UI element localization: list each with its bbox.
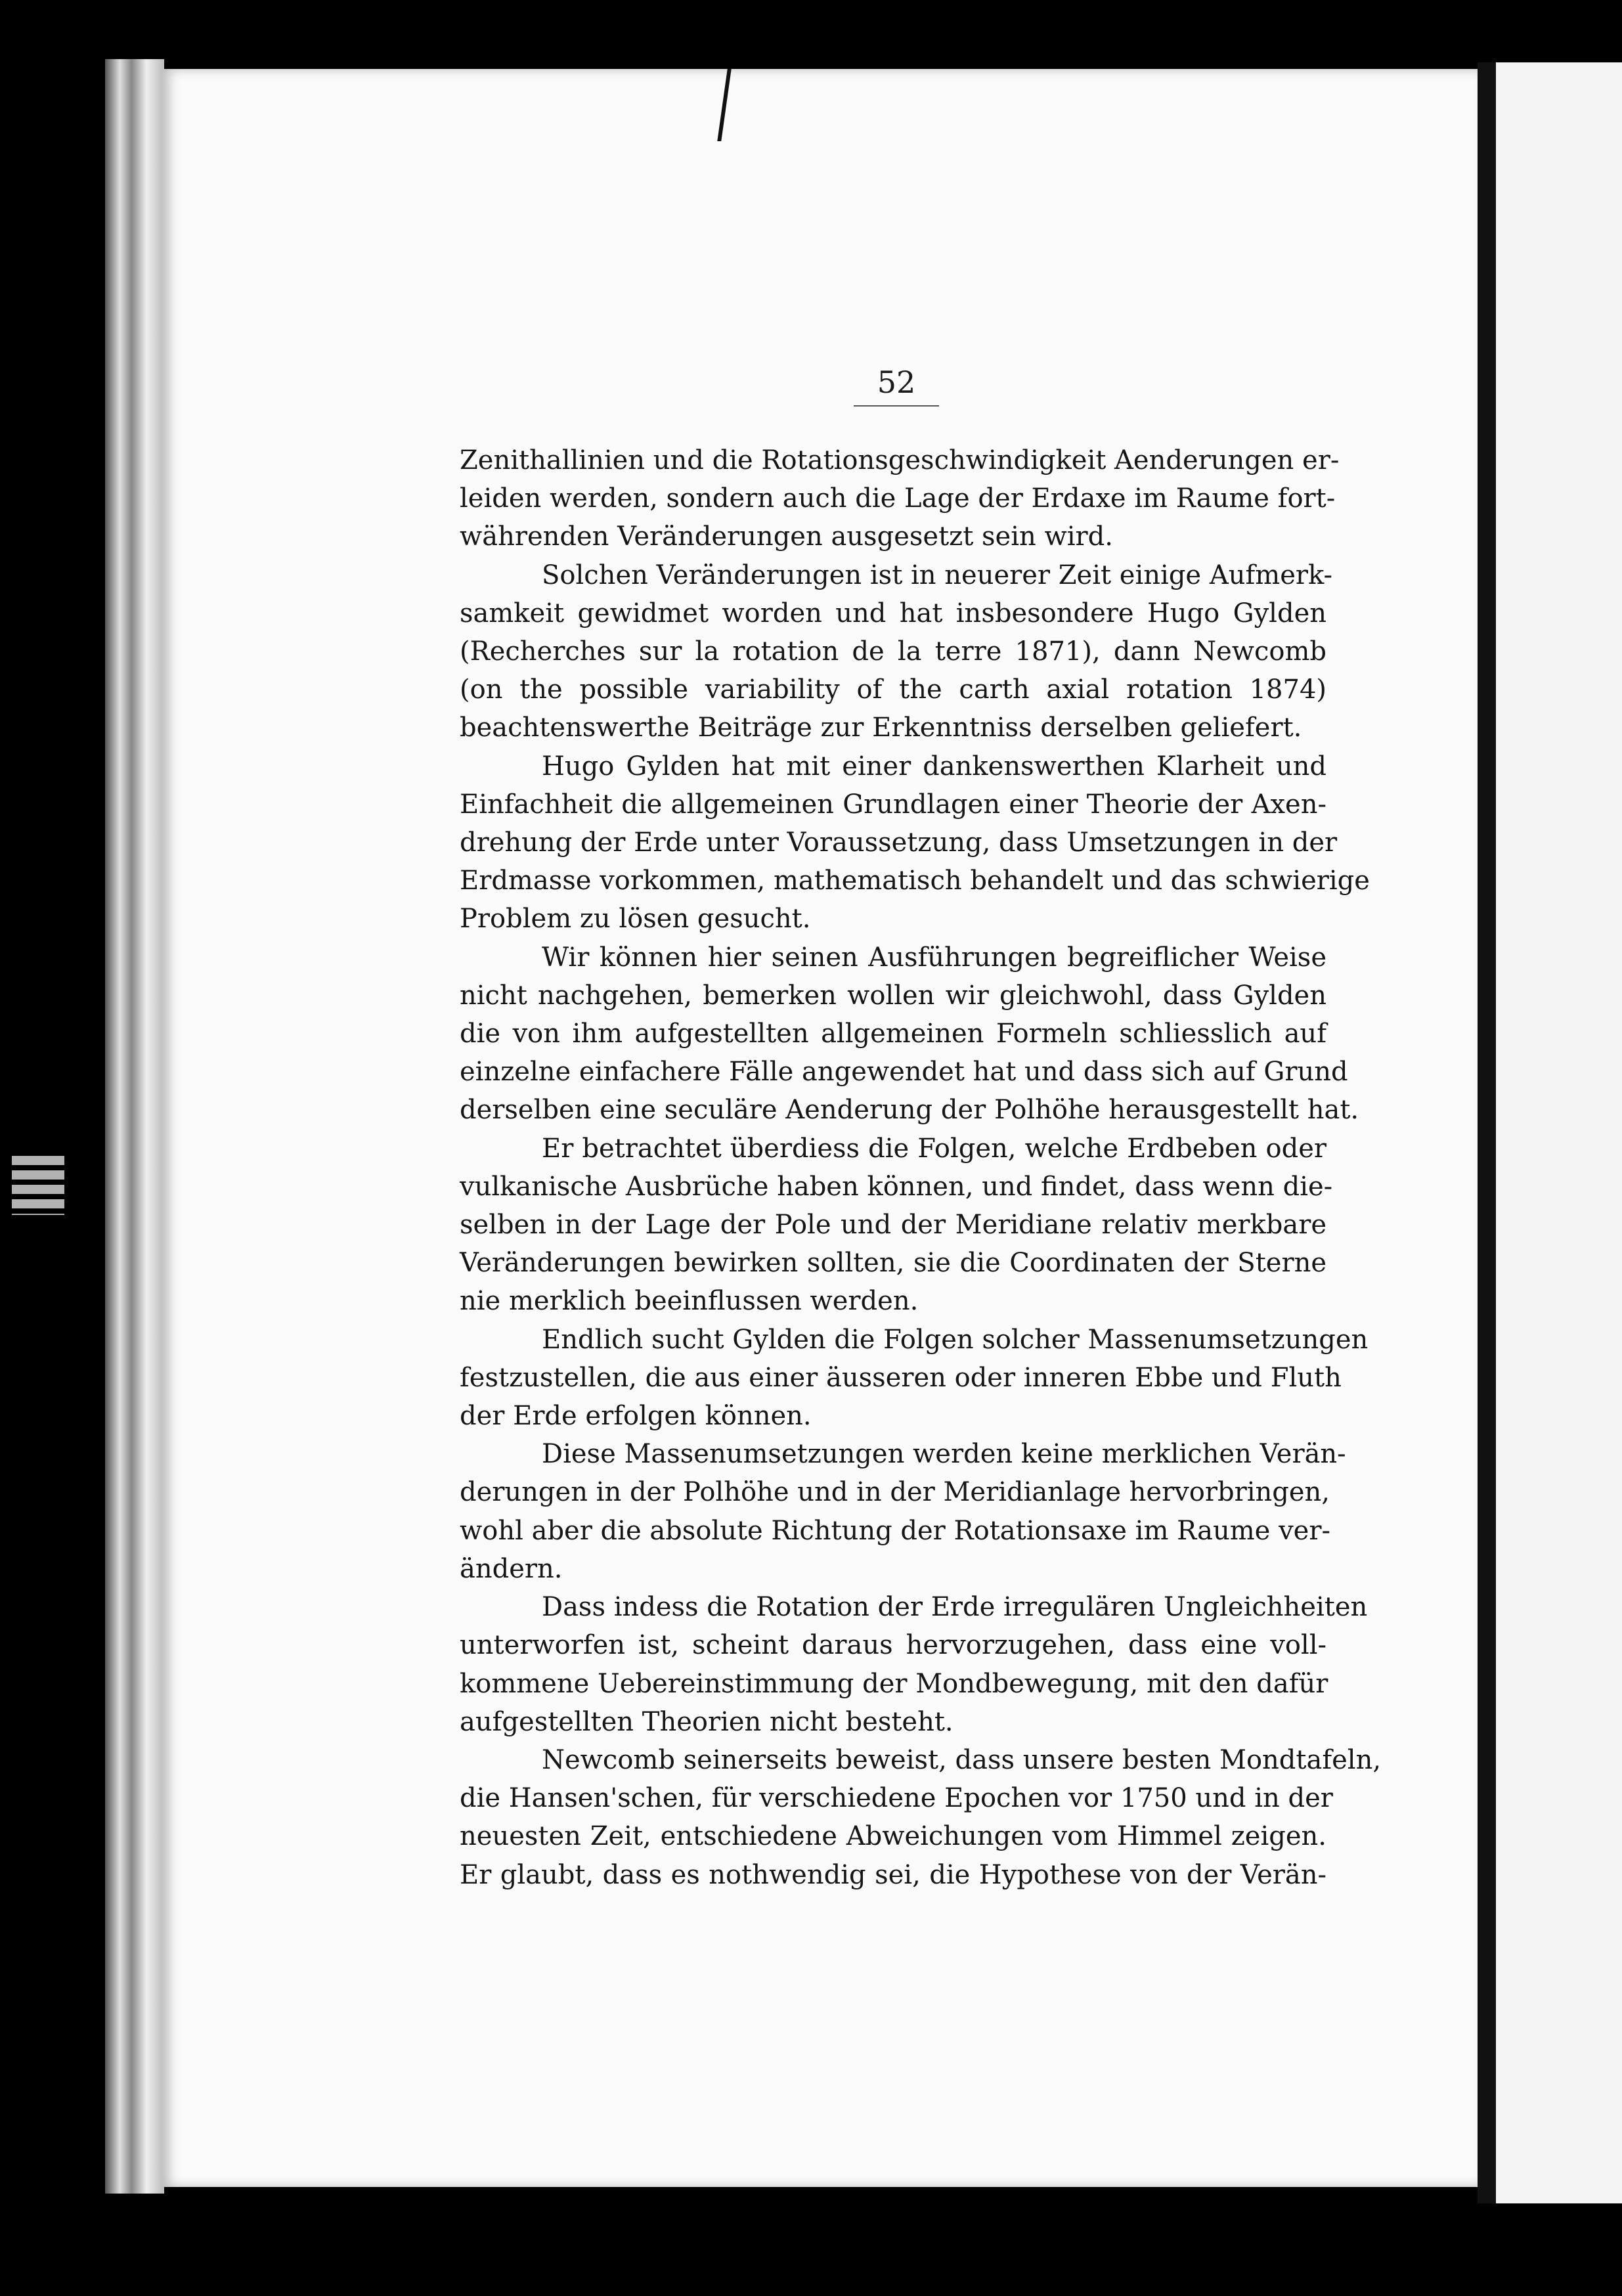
text-line: einzelne einfachere Fälle angewendet hat und dass sich auf Grund [460, 1057, 1348, 1088]
text-line: neuesten Zeit, entschiedene Abweichungen vom Himmel zeigen. [460, 1821, 1326, 1852]
text-line: ändern. [460, 1553, 563, 1584]
page-stack-edge [105, 59, 164, 2194]
text-line: derselben eine seculäre Aenderung der Polhöhe herausgestellt hat. [460, 1095, 1359, 1126]
page-number: 52 [854, 364, 939, 407]
text-line: kommene Uebereinstimmung der Mondbewegung, mit den dafür [460, 1668, 1328, 1699]
text-line: (Recherches sur la rotation de la terre 1871), dann Newcomb [460, 636, 1326, 667]
text-line: samkeit gewidmet worden und hat insbesondere Hugo Gylden [460, 598, 1326, 629]
text-line: aufgestellten Theorien nicht besteht. [460, 1706, 953, 1737]
body-text [460, 441, 1382, 1894]
text-line: Diese Massenumsetzungen werden keine merklichen Verän- [542, 1439, 1346, 1470]
text-line: Er glaubt, dass es nothwendig sei, die Hypothese von der Verän- [460, 1859, 1326, 1890]
text-line: die Hansen'schen, für verschiedene Epochen vor 1750 und in der [460, 1783, 1333, 1814]
text-line: Er betrachtet überdiess die Folgen, welche Erdbeben oder [542, 1133, 1326, 1164]
text-line: festzustellen, die aus einer äusseren oder inneren Ebbe und Fluth [460, 1362, 1342, 1393]
text-line: der Erde erfolgen können. [460, 1401, 812, 1432]
facing-page-edge [1496, 62, 1622, 2203]
text-line: währenden Veränderungen ausgesetzt sein wird. [460, 521, 1113, 552]
gutter-shadow [1478, 62, 1496, 2203]
text-line: die von ihm aufgestellten allgemeinen Formeln schliesslich auf [460, 1019, 1326, 1049]
text-line: Zenithallinien und die Rotationsgeschwindigkeit Aenderungen er- [460, 445, 1340, 475]
text-line: Solchen Veränderungen ist in neuerer Zeit einige Aufmerk- [542, 560, 1333, 590]
text-line: Problem zu lösen gesucht. [460, 904, 811, 935]
text-line: drehung der Erde unter Voraussetzung, dass Umsetzungen in der [460, 828, 1338, 858]
text-line: Einfachheit die allgemeinen Grundlagen einer Theorie der Axen- [460, 789, 1326, 820]
text-line: beachtenswerthe Beiträge zur Erkenntniss derselben geliefert. [460, 713, 1302, 743]
text-line: vulkanische Ausbrüche haben können, und findet, dass wenn die- [460, 1171, 1333, 1202]
text-line: Hugo Gylden hat mit einer dankenswerthen Klarheit und [542, 751, 1326, 782]
text-line: derungen in der Polhöhe und in der Meridianlage hervorbringen, [460, 1477, 1330, 1508]
text-line: nie merklich beeinflussen werden. [460, 1286, 919, 1317]
text-line: leiden werden, sondern auch die Lage der Erdaxe im Raume fort- [460, 483, 1336, 514]
text-line: Wir können hier seinen Ausführungen begreiflicher Weise [542, 942, 1326, 973]
text-line: (on the possible variability of the carth axial rotation 1874) [460, 674, 1326, 705]
text-line: Erdmasse vorkommen, mathematisch behandelt und das schwierige [460, 866, 1370, 896]
text-line: Newcomb seinerseits beweist, dass unsere besten Mondtafeln, [542, 1744, 1382, 1775]
text-line: nicht nachgehen, bemerken wollen wir gleichwohl, dass Gylden [460, 980, 1326, 1011]
text-line: Endlich sucht Gylden die Folgen solcher Massenumsetzungen [542, 1324, 1369, 1355]
binding-marks [12, 1156, 64, 1215]
text-line: Veränderungen bewirken sollten, sie die Coordinaten der Sterne [460, 1248, 1326, 1279]
text-line: wohl aber die absolute Richtung der Rotationsaxe im Raume ver- [460, 1515, 1330, 1546]
text-line: Dass indess die Rotation der Erde irregulären Ungleichheiten [542, 1592, 1368, 1623]
text-line: selben in der Lage der Pole und der Meridiane relativ merkbare [460, 1210, 1326, 1241]
text-line: unterworfen ist, scheint daraus hervorzugehen, dass eine voll- [460, 1630, 1326, 1661]
